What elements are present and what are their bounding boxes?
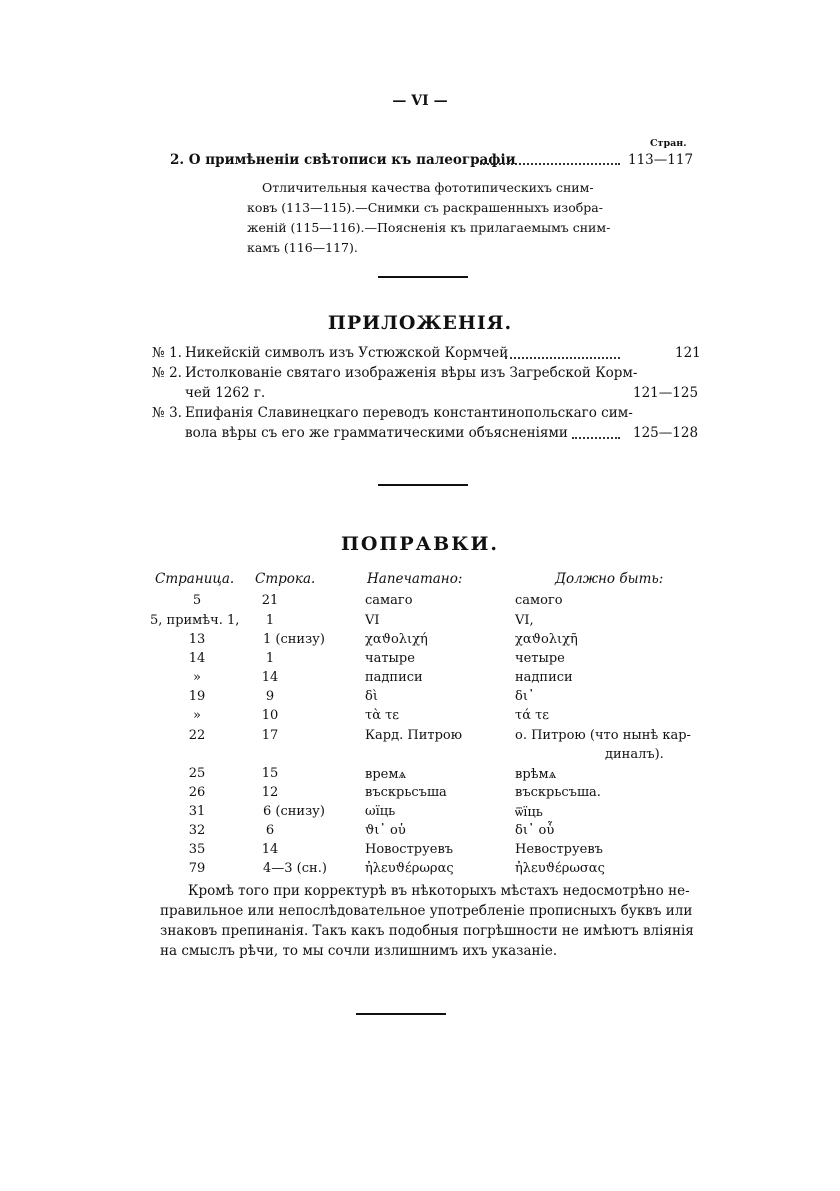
errata-should-cell: δι᾽ [515, 689, 535, 704]
errata-page-cell: » [193, 670, 201, 685]
page-number-marker: — VI — [392, 93, 448, 109]
appendix-1-pages: 121 [675, 345, 701, 361]
errata-should-cell: самого [515, 593, 563, 608]
errata-page-cell: 79 [188, 861, 206, 876]
appendix-3-title-line-1: Епифанія Славинецкаго переводъ константинопольскаго сим- [185, 405, 633, 421]
closing-line-1: Кромѣ того при корректурѣ въ нѣкоторыхъ мѣстахъ недосмотрѣно не- [188, 883, 690, 899]
section-divider-2 [378, 484, 468, 486]
errata-printed-cell: въскрьсъша [365, 785, 447, 800]
toc-desc-line-3: женій (115—116).—Поясненія къ прилагаемымъ сним- [247, 220, 611, 235]
toc-entry-pages: 113—117 [628, 152, 694, 168]
errata-printed-cell: ἠλευϑέρωρας [365, 861, 454, 876]
errata-should-cell: надписи [515, 670, 573, 685]
errata-printed-cell: времѧ [365, 767, 407, 782]
toc-desc-line-4: камъ (116—117). [247, 240, 358, 255]
appendix-1-label: № 1. [152, 345, 182, 361]
errata-line-cell: 21 [261, 593, 279, 608]
errata-line-cell: 1 [265, 651, 275, 666]
errata-page-cell: 19 [188, 689, 206, 704]
appendix-3-title-line-2: вола вѣры съ его же грамматическими объясненіями [185, 425, 568, 441]
errata-line-cell: 12 [261, 785, 279, 800]
appendix-2-pages: 121—125 [633, 385, 699, 401]
errata-line-cell: 14 [261, 670, 279, 685]
closing-line-3: знаковъ препинанія. Такъ какъ подобныя погрѣшности не имѣютъ вліянія [160, 923, 694, 939]
errata-page-cell: 5, примѣч. 1, [150, 613, 240, 628]
closing-line-2: правильное или непослѣдовательное употребленіе прописныхъ буквъ или [160, 903, 693, 919]
errata-should-cell: врѣмѧ [515, 767, 557, 782]
errata-should-cell: VI, [515, 613, 534, 628]
errata-line-cell: 14 [261, 842, 279, 857]
errata-printed-cell: Кард. Питрою [365, 728, 463, 743]
col-header-should: Должно быть: [555, 571, 664, 587]
errata-should-cell: ѿїць [515, 805, 543, 820]
errata-should-cell: о. Питрою (что нынѣ кар- [515, 728, 691, 743]
errata-should-cell: δι᾽ οὗ [515, 823, 555, 838]
errata-printed-cell: VI [365, 613, 380, 628]
errata-line-cell: 9 [265, 689, 275, 704]
errata-line-cell: 1 [265, 613, 275, 628]
errata-printed-cell: ϑι᾽ οὑ [365, 823, 406, 838]
appendix-3-label: № 3. [152, 405, 182, 421]
pages-column-label: Стран. [650, 138, 687, 149]
errata-page-cell: 32 [188, 823, 206, 838]
errata-printed-cell: χαϑολιχή [365, 632, 428, 647]
toc-entry-title: 2. О примѣненіи свѣтописи къ палеографіи [170, 152, 516, 168]
errata-line-cell: 15 [261, 766, 279, 781]
section-divider-1 [378, 276, 468, 278]
errata-page-cell: 14 [188, 651, 206, 666]
col-header-page: Страница. [155, 571, 235, 587]
errata-printed-cell: самаго [365, 593, 413, 608]
errata-should-cell: въскрьсъша. [515, 785, 601, 800]
appendix-2-label: № 2. [152, 365, 182, 381]
errata-printed-cell: δὶ [365, 689, 378, 704]
errata-page-cell: 26 [188, 785, 206, 800]
errata-page-cell: 5 [192, 593, 202, 608]
toc-entry-leader [480, 163, 620, 165]
errata-printed-cell: Новоструевъ [365, 842, 454, 857]
appendix-3-pages: 125—128 [633, 425, 699, 441]
errata-page-cell: » [193, 708, 201, 723]
errata-should-cell: четыре [515, 651, 565, 666]
errata-line-cell: 1 (снизу) [263, 632, 325, 647]
errata-should-cell: Невоструевъ [515, 842, 603, 857]
appendix-2-title-line-2: чей 1262 г. [185, 385, 266, 401]
col-header-printed: Напечатано: [367, 571, 463, 587]
errata-printed-cell: чатыре [365, 651, 415, 666]
errata-should-cell: χαϑολιχῆ [515, 632, 578, 647]
errata-line-cell: 17 [261, 728, 279, 743]
prilozhenia-title: ПРИЛОЖЕНІЯ. [327, 312, 513, 334]
errata-printed-cell: падписи [365, 670, 423, 685]
closing-line-4: на смыслъ рѣчи, то мы сочли излишнимъ ихъ указаніе. [160, 943, 558, 959]
errata-should-cell-cont: диналъ). [605, 747, 664, 762]
appendix-1-leader [505, 357, 620, 359]
errata-should-cell: τά τε [515, 708, 550, 723]
toc-desc-line-1: Отличительныя качества фототипическихъ сним- [262, 180, 594, 195]
popravki-title: ПОПРАВКИ. [340, 533, 500, 555]
col-header-line: Строка. [255, 571, 316, 587]
errata-page-cell: 25 [188, 766, 206, 781]
errata-should-cell: ἠλευϑέρωσας [515, 861, 605, 876]
errata-page-cell: 31 [188, 804, 206, 819]
errata-page-cell: 13 [188, 632, 206, 647]
errata-page-cell: 22 [188, 728, 206, 743]
errata-line-cell: 4—3 (сн.) [263, 861, 327, 876]
errata-printed-cell: ωїць [365, 804, 396, 819]
errata-line-cell: 10 [261, 708, 279, 723]
appendix-1-title: Никейскій символъ изъ Устюжской Кормчей [185, 345, 509, 361]
section-divider-3 [356, 1013, 446, 1015]
errata-printed-cell: τὰ τε [365, 708, 400, 723]
errata-line-cell: 6 (снизу) [263, 804, 325, 819]
appendix-2-title-line-1: Истолкованіе святаго изображенія вѣры изъ Загребской Корм- [185, 365, 638, 381]
errata-page-cell: 35 [188, 842, 206, 857]
appendix-3-leader [572, 437, 620, 439]
errata-line-cell: 6 [265, 823, 275, 838]
toc-desc-line-2: ковъ (113—115).—Снимки съ раскрашенныхъ изобра- [247, 200, 603, 215]
